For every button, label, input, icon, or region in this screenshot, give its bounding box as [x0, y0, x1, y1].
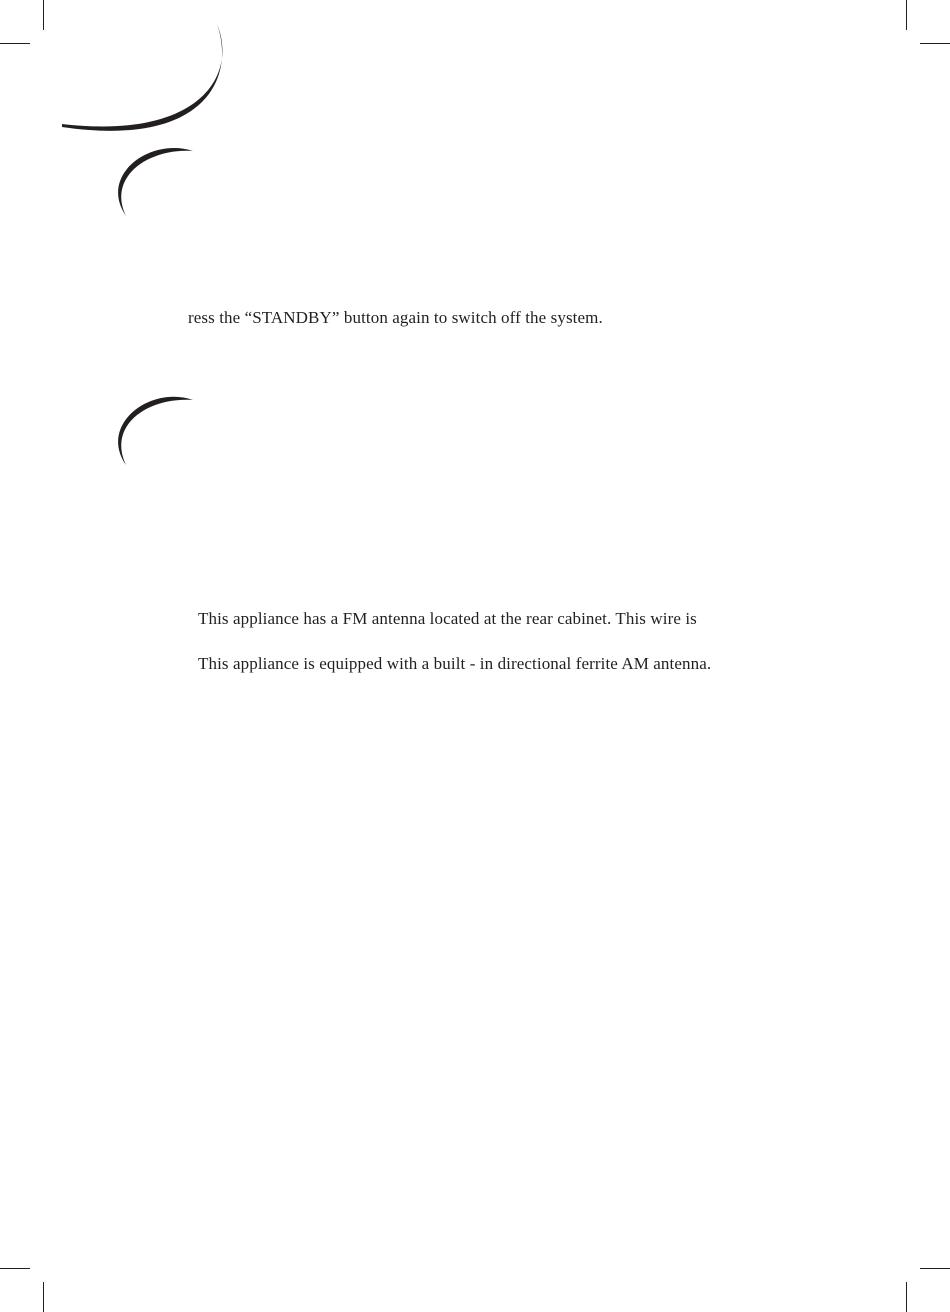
swoosh-ornament-section-2 [118, 397, 193, 465]
swoosh-ornament-section-1 [118, 148, 193, 216]
am-antenna-text: This appliance is equipped with a built - in directional ferrite AM antenna. [198, 654, 712, 673]
swoosh-ornament-top [62, 24, 222, 131]
standby-instruction-text: ress the “STANDBY” button again to switch off the system. [188, 308, 603, 327]
fm-antenna-text: This appliance has a FM antenna located at the rear cabinet. This wire is [198, 609, 697, 628]
